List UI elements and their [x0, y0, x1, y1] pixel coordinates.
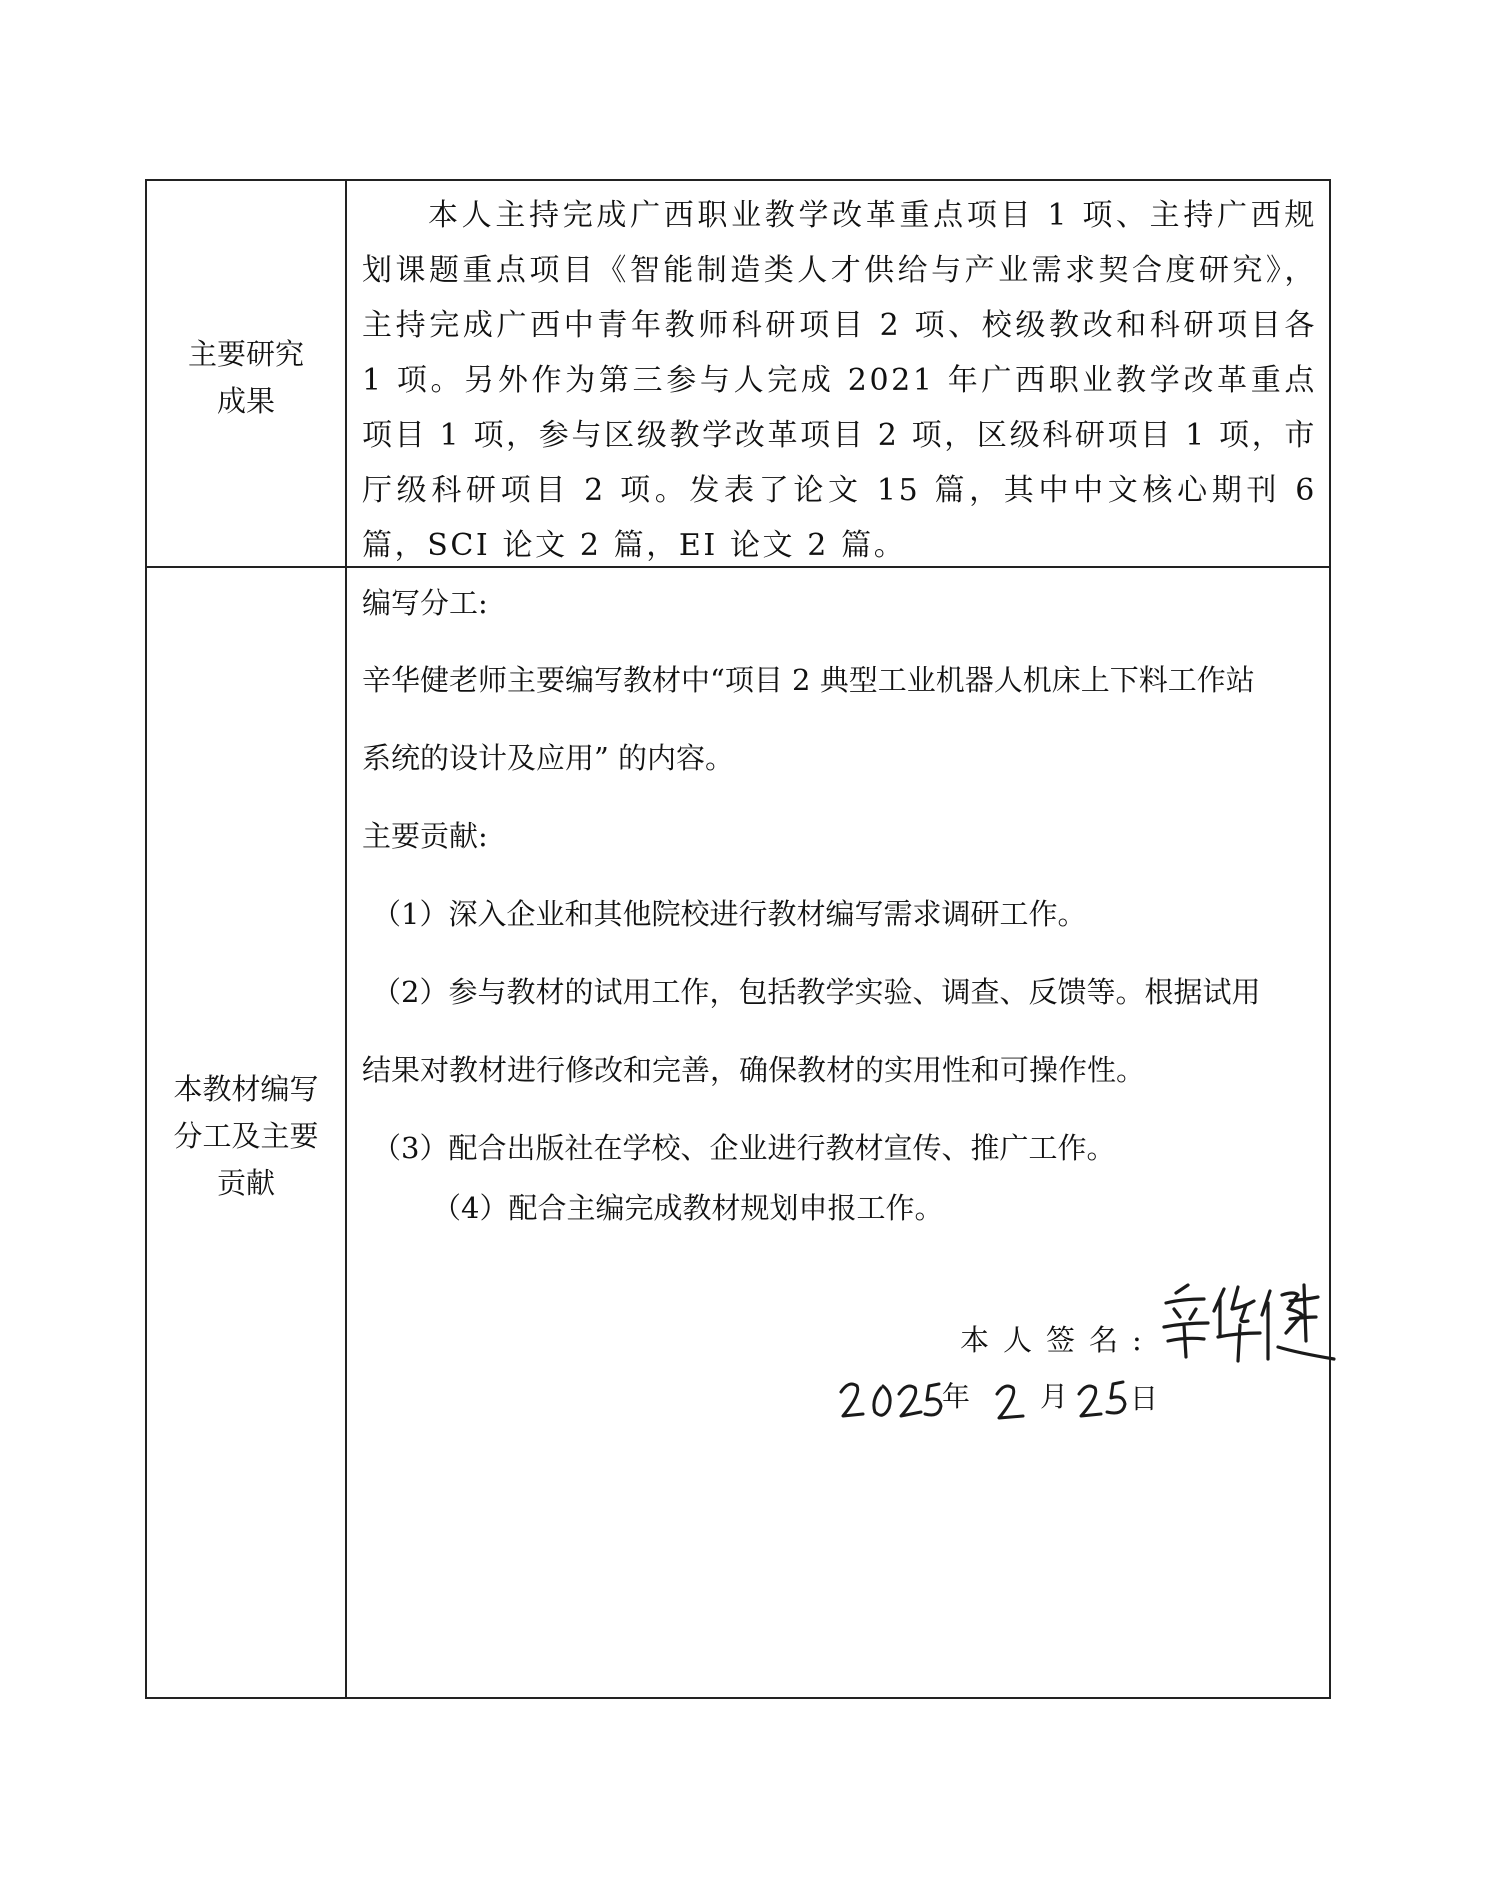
division-text-line2: 系统的设计及应用” 的内容。	[362, 741, 735, 775]
column-divider	[345, 181, 347, 1697]
row1-label-line1: 主要研究	[187, 337, 304, 371]
month-digit-2	[997, 1386, 1023, 1418]
contribution-item-1: （1）深入企业和其他院校进行教材编写需求调研工作。	[372, 897, 1087, 931]
day-digit-2	[1079, 1386, 1101, 1416]
year-digit-5	[925, 1384, 941, 1415]
date-year-label: 年	[942, 1380, 971, 1413]
date-month-label: 月	[1040, 1380, 1069, 1413]
signature-label: 本人签名:	[960, 1323, 1156, 1357]
row2-label-line2: 分工及主要	[173, 1119, 319, 1153]
division-text-line1: 辛华健老师主要编写教材中“项目 2 典型工业机器人机床上下料工作站	[362, 663, 1255, 697]
year-digit-0	[874, 1386, 890, 1415]
year-digit-2b	[899, 1386, 921, 1416]
day-digit-5	[1107, 1382, 1125, 1413]
contribution-item-3: （3）配合出版社在学校、企业进行教材宣传、推广工作。	[372, 1131, 1116, 1165]
contribution-item-2-cont: 结果对教材进行修改和完善，确保教材的实用性和可操作性。	[362, 1053, 1146, 1087]
year-digit-2a	[841, 1384, 863, 1416]
row1-label	[147, 331, 345, 425]
research-results-cell	[362, 188, 1317, 573]
date-day-label: 日	[1130, 1382, 1159, 1415]
handwritten-signature	[1158, 1275, 1338, 1365]
division-heading: 编写分工:	[362, 586, 488, 620]
research-results-text: 本人主持完成广西职业教学改革重点项目 1 项、主持广西规划课题重点项目《智能制造类人才供给与产业需求契合度研究》，主持完成广西中青年教师科研项目 2 项、校级教改和科研项目各 1 项。另外作为第三参与人完成 2021 年广西职业教学改革重点项目 1 项，参与区级教学改革项目 2 项，区级科研项目 1 项，市厅级科研项目 2 项。发表了论文 15 篇，其中中文核心期刊 6 篇，SCI 论文 2 篇，EI 论文 2 篇。	[362, 198, 1317, 563]
contribution-item-2: （2）参与教材的试用工作，包括教学实验、调查、反馈等。根据试用	[372, 975, 1261, 1009]
row2-label-line1: 本教材编写	[173, 1072, 319, 1106]
contribution-heading: 主要贡献:	[362, 819, 488, 853]
row2-label-line3: 贡献	[216, 1166, 275, 1200]
row1-label-line2: 成果	[216, 384, 275, 418]
handwritten-date	[835, 1370, 1165, 1430]
contribution-item-4: （4）配合主编完成教材规划申报工作。	[432, 1191, 944, 1225]
row2-label	[147, 1066, 345, 1207]
form-table	[145, 179, 1331, 1699]
